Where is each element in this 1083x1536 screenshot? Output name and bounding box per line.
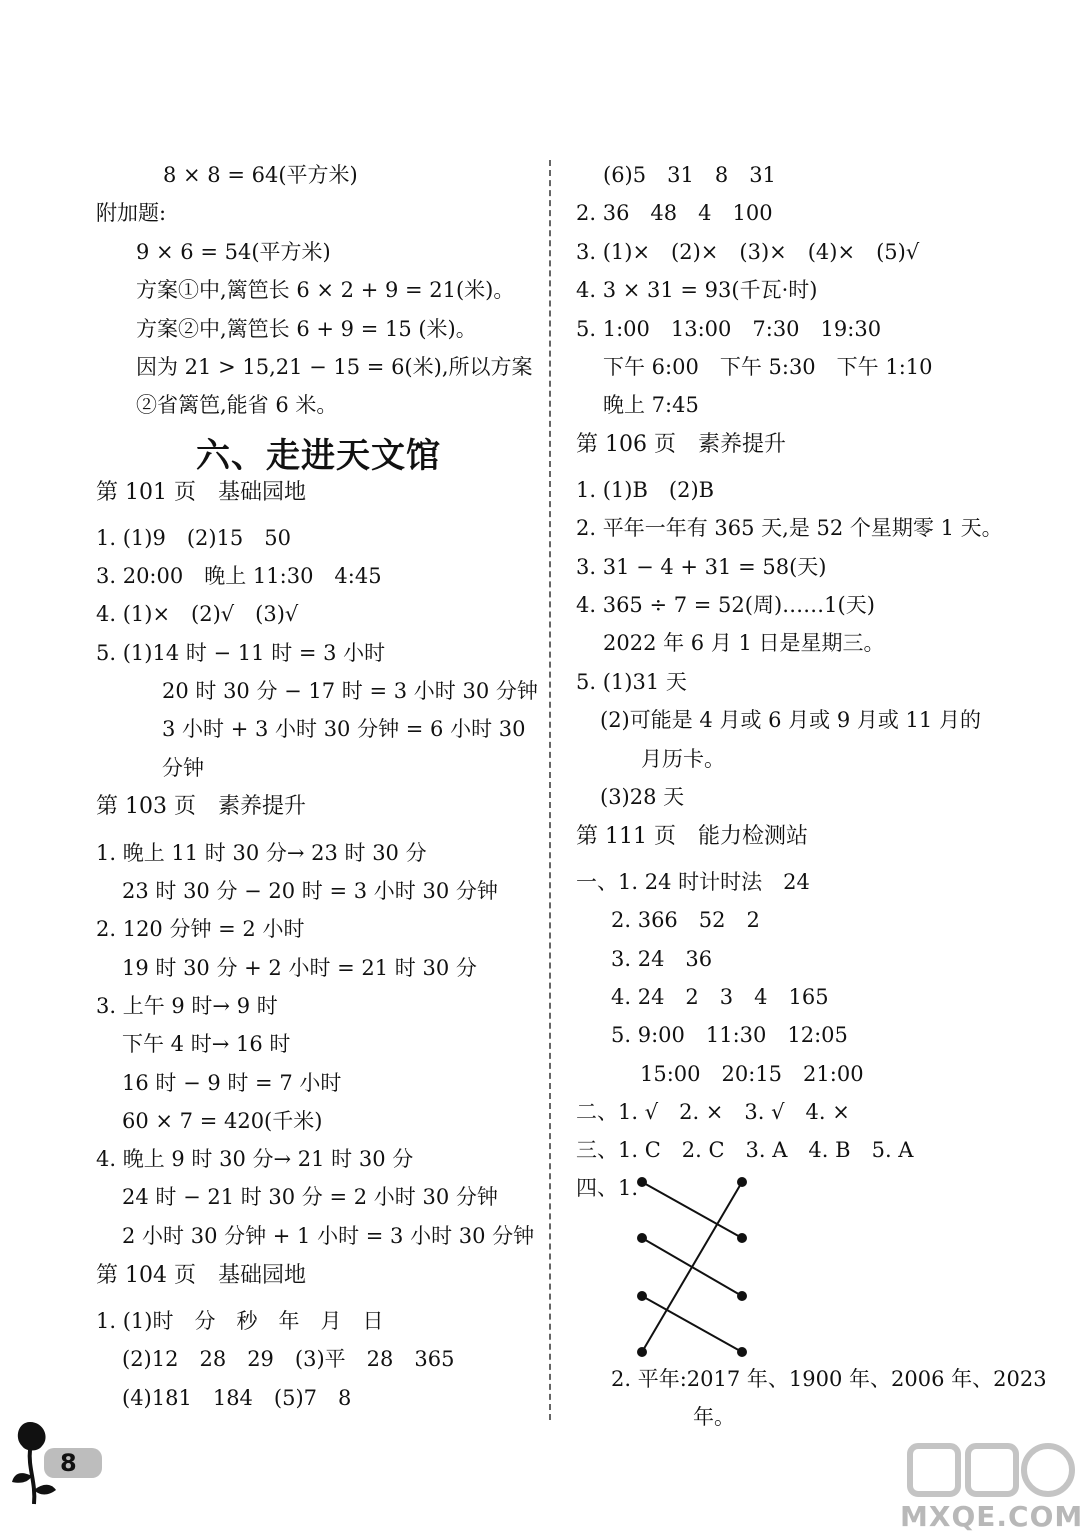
match-dot	[638, 1234, 646, 1242]
right-line-16: 月历卡。	[641, 747, 725, 771]
left-line-26: 24 时 − 21 时 30 分 = 2 小时 30 分钟	[122, 1185, 498, 1209]
right-line-19: 一、1. 24 时计时法 24	[576, 870, 810, 894]
right-line-5: 5. 1:00 13:00 7:30 19:30	[576, 317, 882, 341]
left-line-7: ②省篱笆,能省 6 米。	[136, 393, 338, 417]
left-line-24: 60 × 7 = 420(千米)	[122, 1109, 323, 1133]
left-line-18: 23 时 30 分 − 20 时 = 3 小时 30 分钟	[122, 879, 498, 903]
left-line-12: 5. (1)14 时 − 11 时 = 3 小时	[96, 641, 386, 665]
left-line-22: 下午 4 时→ 16 时	[122, 1032, 291, 1056]
left-line-2: 附加题:	[96, 201, 167, 225]
left-line-25: 4. 晚上 9 时 30 分→ 21 时 30 分	[96, 1147, 414, 1171]
right-line-1: (6)5 31 8 31	[603, 163, 776, 187]
match-dot	[638, 1178, 646, 1186]
match-line-3	[642, 1296, 742, 1352]
right-line-6: 下午 6:00 下午 5:30 下午 1:10	[603, 355, 933, 379]
left-line-29: 1. (1)时 分 秒 年 月 日	[96, 1309, 384, 1333]
page-106-header: 第 106 页 素养提升	[576, 432, 786, 457]
right-line-11: 3. 31 − 4 + 31 = 58(天)	[576, 555, 827, 579]
right-line-22: 4. 24 2 3 4 165	[611, 985, 829, 1009]
match-dot	[638, 1348, 646, 1356]
left-line-11: 4. (1)× (2)√ (3)√	[96, 602, 299, 626]
page-101-header: 第 101 页 基础园地	[96, 480, 306, 505]
left-line-15: 分钟	[162, 756, 204, 780]
match-dot	[738, 1292, 746, 1300]
right-line-20: 2. 366 52 2	[611, 908, 760, 932]
page-111-header: 第 111 页 能力检测站	[576, 824, 808, 849]
left-line-19: 2. 120 分钟 = 2 小时	[96, 917, 305, 941]
left-line-5: 方案②中,篱笆长 6 + 9 = 15 (米)。	[136, 317, 477, 341]
left-line-6: 因为 21 > 15,21 − 15 = 6(米),所以方案	[136, 355, 533, 379]
right-line-25: 二、1. √ 2. × 3. √ 4. ×	[576, 1100, 850, 1124]
section-title: 六、走进天文馆	[196, 436, 441, 476]
right-line-10: 2. 平年一年有 365 天,是 52 个星期零 1 天。	[576, 516, 1003, 540]
left-line-27: 2 小时 30 分钟 + 1 小时 = 3 小时 30 分钟	[122, 1224, 535, 1248]
right-line-4: 4. 3 × 31 = 93(千瓦·时)	[576, 278, 818, 302]
right-line-13: 2022 年 6 月 1 日是星期三。	[603, 631, 885, 655]
right-line-2: 2. 36 48 4 100	[576, 201, 773, 225]
left-line-1: 8 × 8 = 64(平方米)	[163, 163, 358, 187]
column-divider	[549, 160, 551, 1420]
right-line-17: (3)28 天	[600, 785, 685, 809]
left-line-20: 19 时 30 分 + 2 小时 = 21 时 30 分	[122, 956, 477, 980]
right-line-28: 2. 平年:2017 年、1900 年、2006 年、2023	[611, 1367, 1047, 1391]
right-line-9: 1. (1)B (2)B	[576, 478, 715, 502]
right-line-12: 4. 365 ÷ 7 = 52(周)……1(天)	[576, 593, 875, 617]
right-line-24: 15:00 20:15 21:00	[640, 1062, 864, 1086]
right-line-14: 5. (1)31 天	[576, 670, 687, 694]
match-dot	[738, 1178, 746, 1186]
left-line-31: (4)181 184 (5)7 8	[122, 1386, 352, 1410]
right-line-26: 三、1. C 2. C 3. A 4. B 5. A	[576, 1138, 914, 1162]
right-line-23: 5. 9:00 11:30 12:05	[611, 1023, 848, 1047]
left-line-9: 1. (1)9 (2)15 50	[96, 526, 292, 550]
right-line-29: 年。	[693, 1405, 735, 1429]
right-line-21: 3. 24 36	[611, 947, 713, 971]
right-line-3: 3. (1)× (2)× (3)× (4)× (5)√	[576, 240, 920, 264]
left-line-13: 20 时 30 分 − 17 时 = 3 小时 30 分钟	[162, 679, 538, 703]
right-line-15: (2)可能是 4 月或 6 月或 9 月或 11 月的	[600, 708, 981, 732]
match-dot	[638, 1292, 646, 1300]
page-number: 8	[60, 1449, 77, 1477]
match-dot	[738, 1348, 746, 1356]
left-line-30: (2)12 28 29 (3)平 28 365	[122, 1347, 455, 1371]
watermark-text: MXQE.COM	[900, 1500, 1083, 1533]
match-line-4	[642, 1182, 742, 1352]
page-103-header: 第 103 页 素养提升	[96, 794, 306, 819]
matching-diagram	[630, 1172, 760, 1362]
left-line-4: 方案①中,篱笆长 6 × 2 + 9 = 21(米)。	[136, 278, 515, 302]
page-104-header: 第 104 页 基础园地	[96, 1263, 306, 1288]
left-line-14: 3 小时 + 3 小时 30 分钟 = 6 小时 30	[162, 717, 526, 741]
left-line-21: 3. 上午 9 时→ 9 时	[96, 994, 278, 1018]
match-dot	[738, 1234, 746, 1242]
left-line-10: 3. 20:00 晚上 11:30 4:45	[96, 564, 382, 588]
right-line-27: 四、1.	[576, 1176, 639, 1200]
left-line-17: 1. 晚上 11 时 30 分→ 23 时 30 分	[96, 841, 427, 865]
match-line-1	[642, 1182, 742, 1238]
right-line-7: 晚上 7:45	[603, 393, 699, 417]
left-line-3: 9 × 6 = 54(平方米)	[136, 240, 331, 264]
left-line-23: 16 时 − 9 时 = 7 小时	[122, 1071, 342, 1095]
